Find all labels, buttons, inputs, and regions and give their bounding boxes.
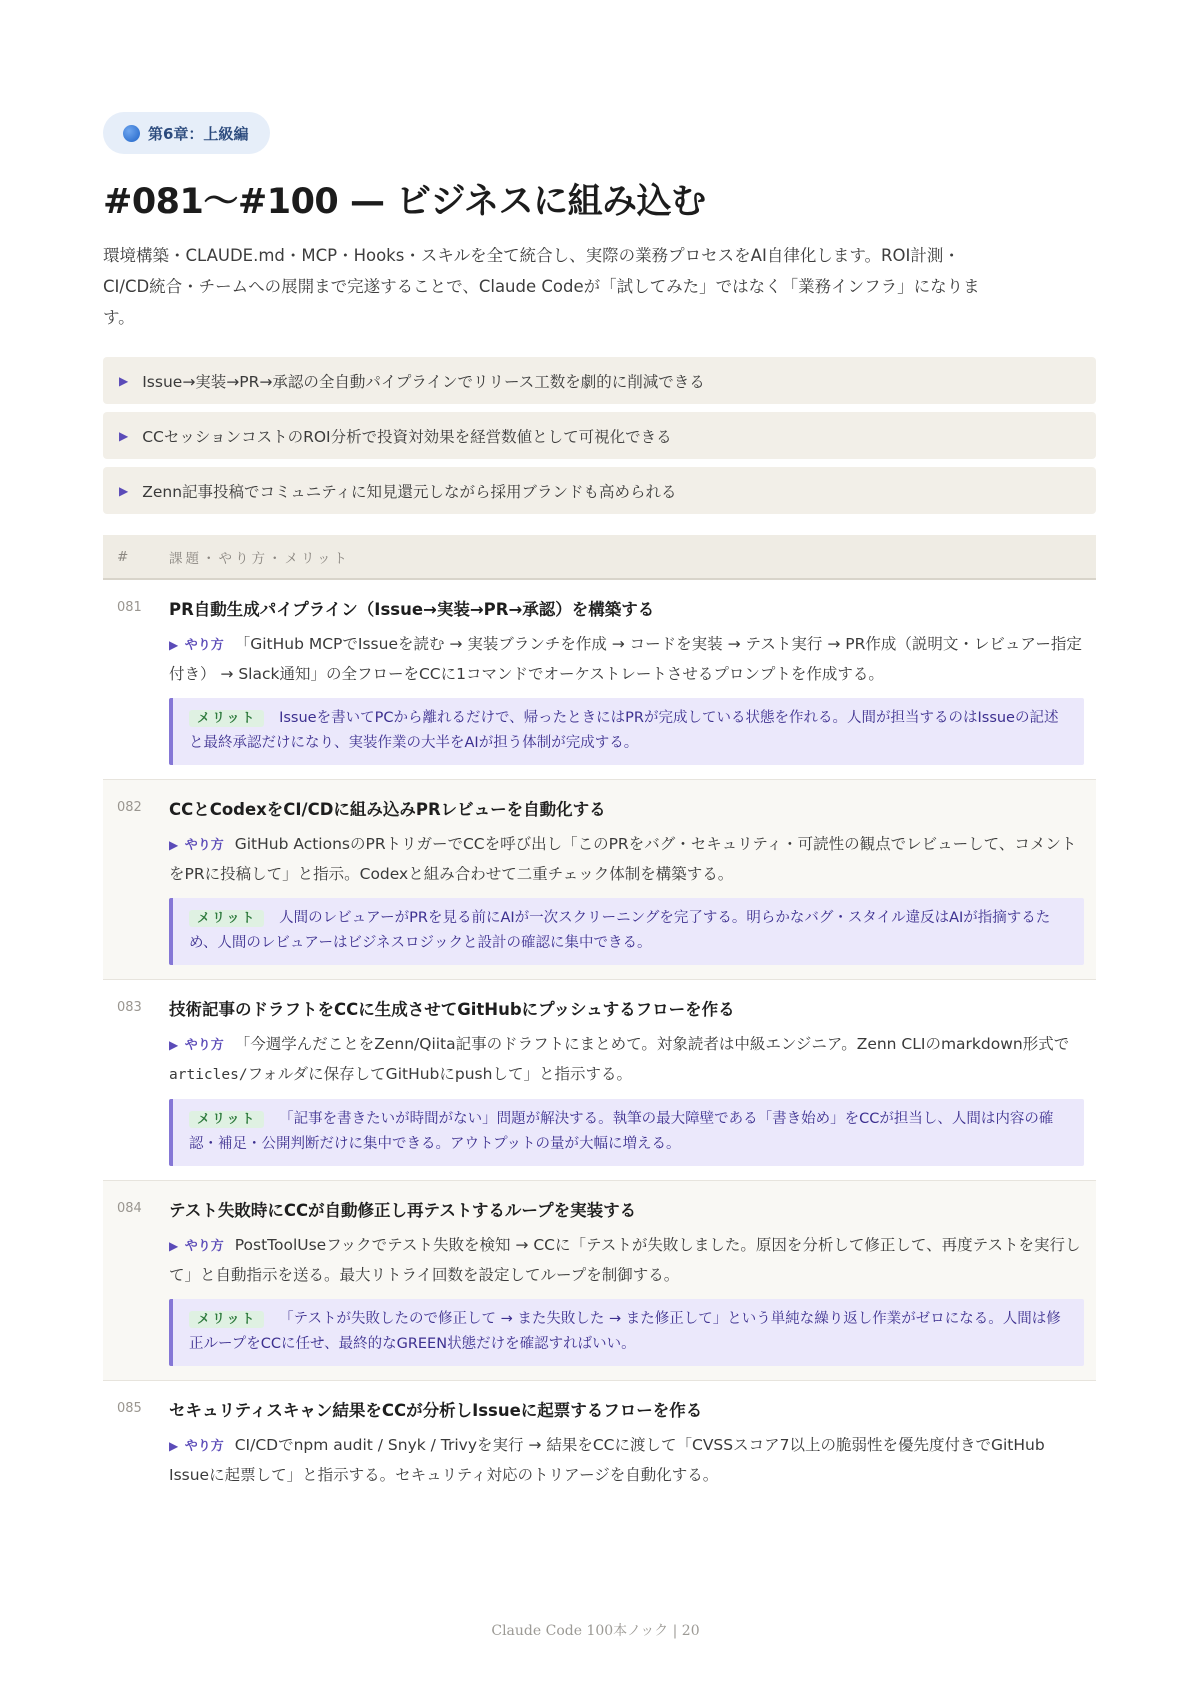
merit-text: 「記事を書きたいが時間がない」問題が解決する。執筆の最大障壁である「書き始め」をCCが担当し、人間は内容の確認・補足・公開判断だけに集中できる。アウトプットの量が大幅に増える。 xyxy=(189,1111,1054,1152)
merit-text: 「テストが失敗したので修正して → また失敗した → また修正して」という単純な繰り返し作業がゼロになる。人間は修正ループをCCに任せ、最終的なGREEN状態だけを確認すればいい。 xyxy=(189,1311,1061,1352)
inline-code: articles/ xyxy=(169,1067,248,1083)
table-header xyxy=(103,535,1096,580)
row-title: PR自動生成パイプライン（Issue→実装→PR→承認）を構築する xyxy=(169,600,655,619)
triangle-right-icon: ▶ xyxy=(119,483,129,498)
method-text: PostToolUseフックでテスト失敗を検知 → CCに「テストが失敗しました。原因を分析して修正して、再度テストを実行して」と自動指示を送る。最大リトライ回数を設定してループを制御する。 xyxy=(169,1236,1081,1284)
merit-text: 人間のレビュアーがPRを見る前にAIが一次スクリーニングを完了する。明らかなバグ・スタイル違反はAIが指摘するため、人間のレビュアーはビジネスロジックと設計の確認に集中できる。 xyxy=(189,910,1051,951)
row-number: 081 xyxy=(117,600,142,615)
key-point xyxy=(103,467,1096,514)
key-point-text: CCセッションコストのROI分析で投資対効果を経営数値として可視化できる xyxy=(142,427,672,446)
row-title: CCとCodexをCI/CDに組み込みPRレビューを自動化する xyxy=(169,800,606,819)
method-tag xyxy=(169,1239,224,1254)
table-row xyxy=(103,1381,1096,1503)
method-text: CI/CDでnpm audit / Snyk / Trivyを実行 → 結果をCCに渡して「CVSSスコア7以上の脆弱性を優先度付きでGitHub Issueに起票して」と指示する。セキュリティ対応のトリアージを自動化する。 xyxy=(169,1436,1045,1484)
method-tag xyxy=(169,1439,224,1454)
row-merit xyxy=(169,898,1084,965)
page-title: #081〜#100 — ビジネスに組み込む xyxy=(103,182,706,222)
row-method xyxy=(169,1030,1084,1089)
key-points xyxy=(103,357,1096,514)
table-row xyxy=(103,580,1096,780)
triangle-right-icon: ▶ xyxy=(169,838,179,852)
row-merit xyxy=(169,1299,1084,1366)
row-number: 082 xyxy=(117,800,142,815)
triangle-right-icon: ▶ xyxy=(169,1239,179,1253)
method-text: 「GitHub MCPでIssueを読む → 実装ブランチを作成 → コードを実装 → テスト実行 → PR作成（説明文・レビュアー指定付き） → Slack通知」の全フローをCCに1コマンドでオーケストレートさせるプロンプトを作成する。 xyxy=(169,635,1082,683)
method-text: フォルダに保存してGitHubにpushして」と指示する。 xyxy=(247,1065,632,1083)
merit-tag: メリット xyxy=(189,1111,264,1128)
method-label: やり方 xyxy=(184,638,224,653)
chapter-label: 第6章：上級編 xyxy=(148,124,249,143)
triangle-right-icon: ▶ xyxy=(119,428,129,443)
row-method xyxy=(169,1431,1084,1489)
method-label: やり方 xyxy=(184,1038,224,1053)
row-content xyxy=(169,798,1084,965)
row-merit xyxy=(169,698,1084,765)
row-content xyxy=(169,1199,1084,1366)
method-tag xyxy=(169,838,224,853)
header-desc: 課題・やり方・メリット xyxy=(169,550,350,567)
triangle-right-icon: ▶ xyxy=(169,1038,179,1052)
triangle-right-icon: ▶ xyxy=(119,373,129,388)
row-method xyxy=(169,630,1084,688)
method-tag xyxy=(169,1038,224,1053)
row-number: 084 xyxy=(117,1201,142,1216)
row-content xyxy=(169,1399,1084,1489)
blue-circle-icon xyxy=(123,125,140,142)
row-content xyxy=(169,598,1084,765)
method-text: 「今週学んだことをZenn/Qiita記事のドラフトにまとめて。対象読者は中級エンジニア。Zenn CLIのmarkdown形式で xyxy=(234,1035,1070,1053)
triangle-right-icon: ▶ xyxy=(169,638,179,652)
intro-text: 環境構築・CLAUDE.md・MCP・Hooks・スキルを全て統合し、実際の業務プロセスをAI自律化します。ROI計測・CI/CD統合・チームへの展開まで完遂することで、Claude Codeが「試してみた」ではなく「業務インフラ」になります。 xyxy=(103,246,980,327)
merit-tag: メリット xyxy=(189,1311,264,1328)
page-footer: Claude Code 100本ノック | 20 xyxy=(491,1623,700,1639)
method-label: やり方 xyxy=(184,838,224,853)
merit-tag: メリット xyxy=(189,910,264,927)
row-method xyxy=(169,1231,1084,1289)
key-point xyxy=(103,357,1096,404)
method-tag xyxy=(169,638,224,653)
row-number: 085 xyxy=(117,1401,142,1416)
merit-text: Issueを書いてPCから離れるだけで、帰ったときにはPRが完成している状態を作れる。人間が担当するのはIssueの記述と最終承認だけになり、実装作業の大半をAIが担う体制が完成する。 xyxy=(189,710,1059,751)
triangle-right-icon: ▶ xyxy=(169,1439,179,1453)
key-point-text: Zenn記事投稿でコミュニティに知見還元しながら採用ブランドも高められる xyxy=(142,482,677,501)
row-title: テスト失敗時にCCが自動修正し再テストするループを実装する xyxy=(169,1201,637,1220)
row-number: 083 xyxy=(117,1000,142,1015)
row-method xyxy=(169,830,1084,888)
key-point xyxy=(103,412,1096,459)
method-text: GitHub ActionsのPRトリガーでCCを呼び出し「このPRをバグ・セキュリティ・可読性の観点でレビューして、コメントをPRに投稿して」と指示。Codexと組み合わせて二重チェック体制を構築する。 xyxy=(169,835,1077,883)
row-title: 技術記事のドラフトをCCに生成させてGitHubにプッシュするフローを作る xyxy=(169,1000,735,1019)
merit-tag: メリット xyxy=(189,710,264,727)
table-row xyxy=(103,980,1096,1181)
row-title: セキュリティスキャン結果をCCが分析しIssueに起票するフローを作る xyxy=(169,1401,703,1420)
method-label: やり方 xyxy=(184,1439,224,1454)
chapter-badge xyxy=(103,112,270,154)
method-label: やり方 xyxy=(184,1239,224,1254)
row-merit xyxy=(169,1099,1084,1166)
page-content xyxy=(103,112,1096,1503)
table-row xyxy=(103,1181,1096,1381)
header-num: # xyxy=(117,548,129,565)
table-body xyxy=(103,580,1096,1503)
table-row xyxy=(103,780,1096,980)
key-point-text: Issue→実装→PR→承認の全自動パイプラインでリリース工数を劇的に削減できる xyxy=(142,372,705,391)
row-content xyxy=(169,998,1084,1166)
